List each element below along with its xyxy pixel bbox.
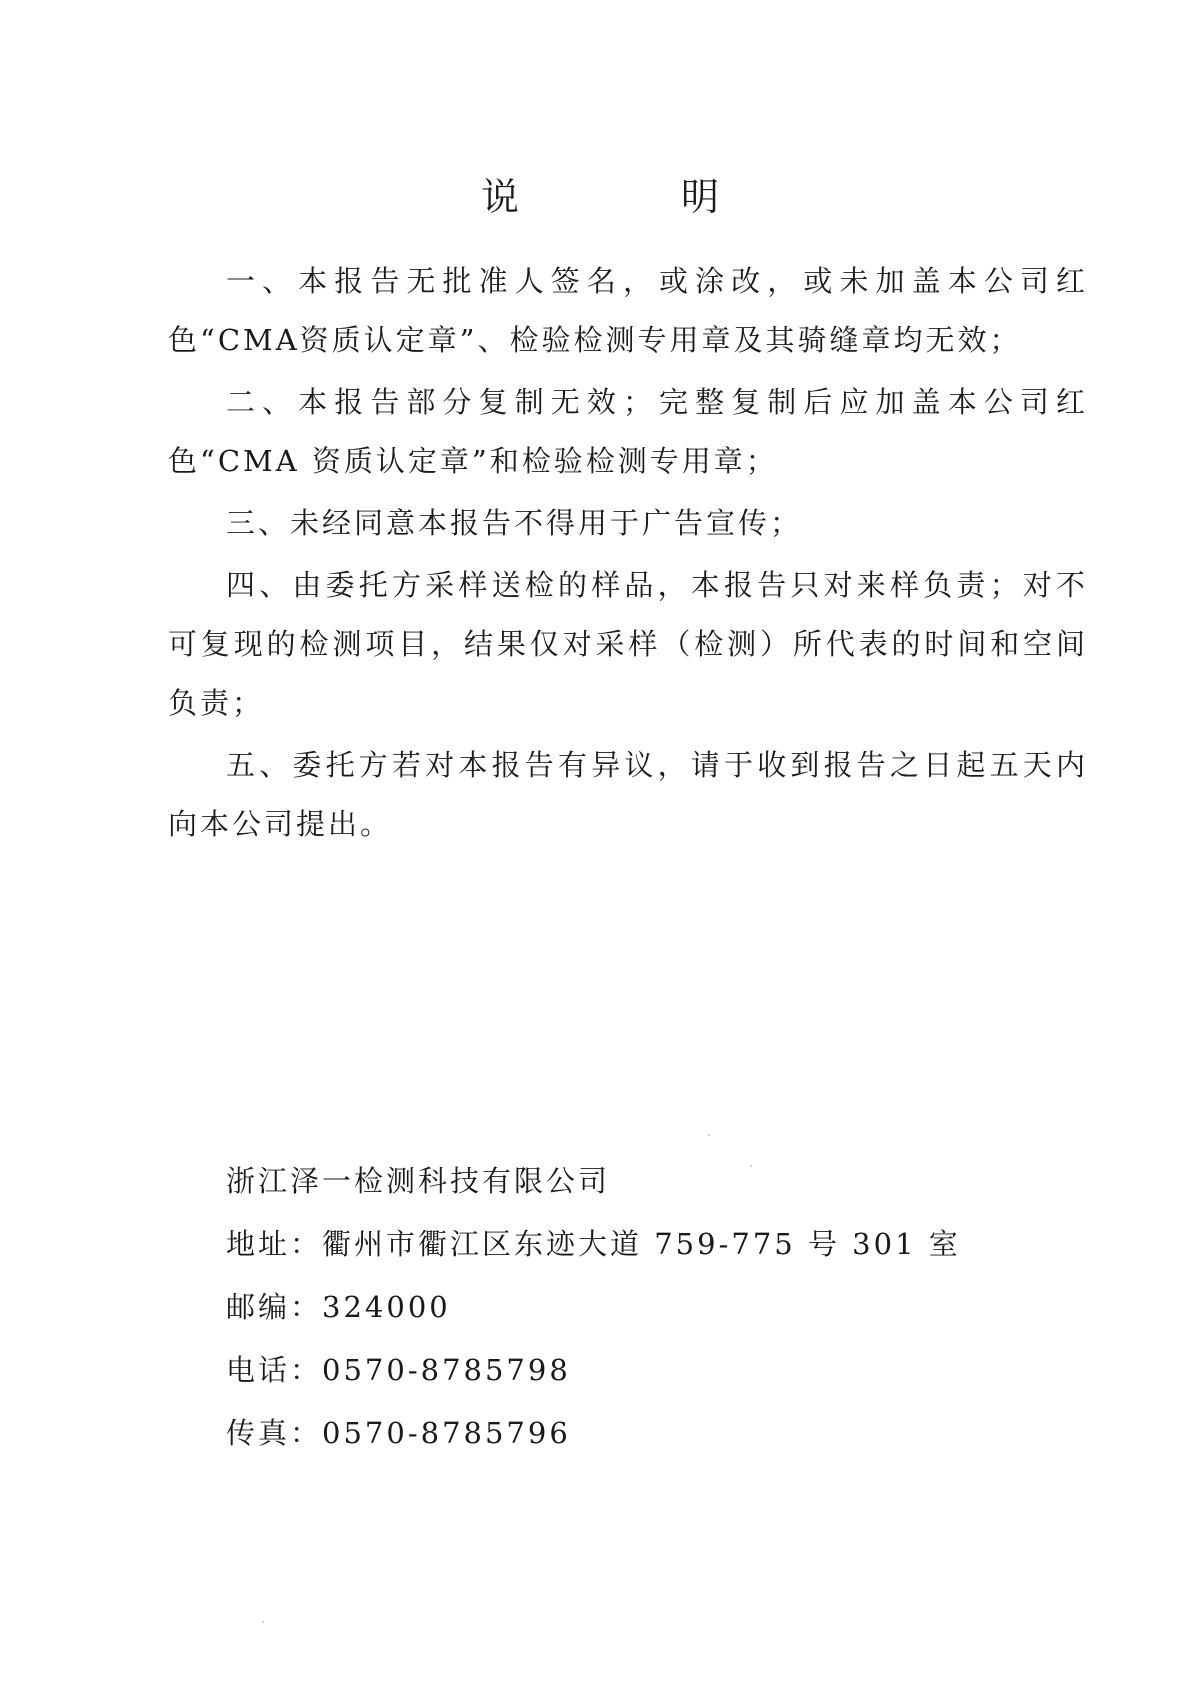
note-paragraph-1: 一、本报告无批准人签名，或涂改，或未加盖本公司红色“CMA资质认定章”、检验检测专用章及其骑缝章均无效； bbox=[168, 264, 1088, 357]
note-paragraph-3: 三、未经同意本报告不得用于广告宣传； bbox=[226, 506, 803, 540]
fax-line bbox=[226, 1402, 1026, 1465]
company-name: 浙江泽一检测科技有限公司 bbox=[226, 1164, 611, 1198]
document-title: 说 明 bbox=[480, 175, 781, 219]
address-line bbox=[226, 1213, 1026, 1276]
fax-label: 传真： bbox=[226, 1416, 323, 1450]
postcode-line bbox=[226, 1276, 1026, 1339]
scan-speck bbox=[708, 1134, 710, 1136]
company-contact-block bbox=[226, 1150, 1026, 1465]
note-paragraph-4: 四、由委托方采样送检的样品，本报告只对来样负责；对不可复现的检测项目，结果仅对采样（检测）所代表的时间和空间负责； bbox=[168, 568, 1088, 720]
address-value: 衢州市衢江区东迹大道 759-775 号 301 室 bbox=[322, 1227, 961, 1261]
phone-label: 电话： bbox=[226, 1353, 323, 1387]
notes-body bbox=[168, 252, 1088, 858]
phone-line bbox=[226, 1339, 1026, 1402]
note-paragraph-2: 二、本报告部分复制无效；完整复制后应加盖本公司红色“CMA 资质认定章”和检验检测专用章； bbox=[168, 385, 1088, 478]
postcode-label: 邮编： bbox=[226, 1290, 323, 1324]
fax-value: 0570-8785796 bbox=[322, 1416, 571, 1450]
phone-value: 0570-8785798 bbox=[322, 1353, 571, 1387]
scan-speck bbox=[750, 1165, 752, 1167]
postcode-value: 324000 bbox=[322, 1290, 451, 1324]
note-paragraph-5: 五、委托方若对本报告有异议，请于收到报告之日起五天内向本公司提出。 bbox=[168, 748, 1088, 841]
scan-speck bbox=[262, 1621, 264, 1623]
address-label: 地址： bbox=[226, 1227, 323, 1261]
